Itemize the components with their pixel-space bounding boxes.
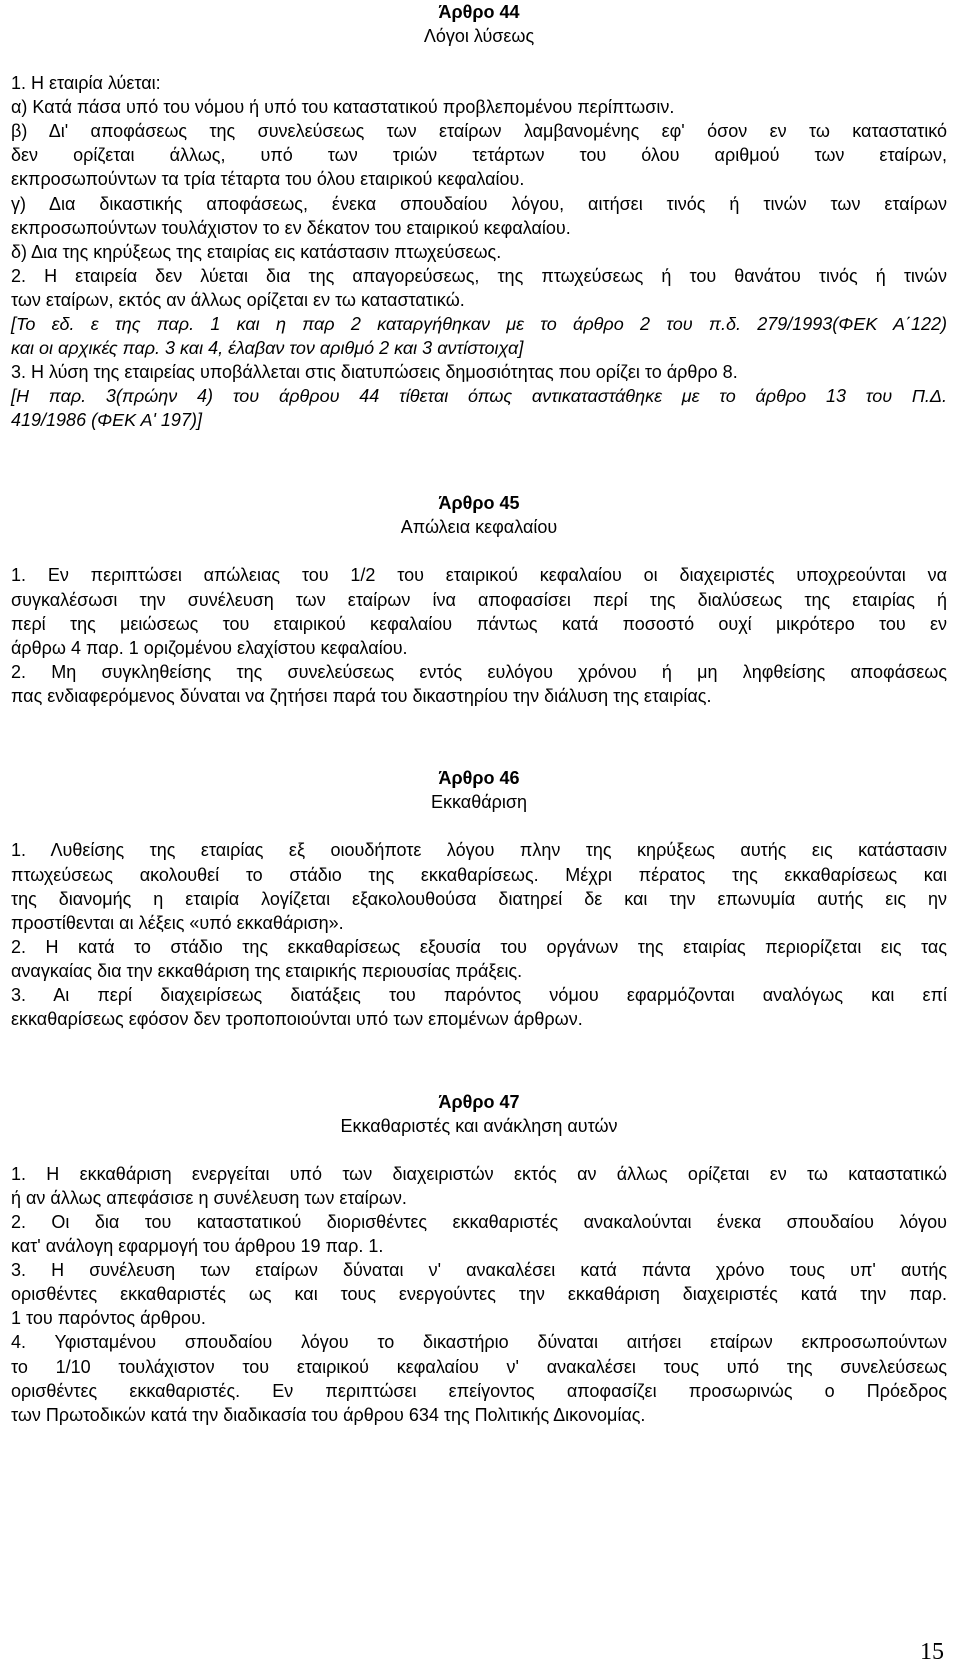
- article-44-line: α) Κατά πάσα υπό του νόμου ή υπό του καταστατικού προβλεπομένου περίπτωσιν.: [11, 97, 675, 117]
- article-44-amendment-note: [Η παρ. 3(πρώην 4) του άρθρου 44 τίθεται όπως αντικαταστάθηκε με το άρθρο 13 του Π.Δ.: [11, 386, 947, 406]
- article-45-line: 2. Μη συγκληθείσης της συνελεύσεως εντός ευλόγου χρόνου ή μη ληφθείσης αποφάσεως: [11, 662, 947, 682]
- article-44-line: εκπροσωπούντων τουλάχιστον το εν δέκατον του εταιρικού κεφαλαίου.: [11, 218, 571, 238]
- article-47-line: 1. Η εκκαθάριση ενεργείται υπό των διαχειριστών εκτός αν άλλως ορίζεται εν τω καταστατικώ: [11, 1164, 947, 1184]
- article-47-line: 3. Η συνέλευση των εταίρων δύναται ν' ανακαλέσει κατά πάντα χρόνο τους υπ' αυτής: [11, 1260, 947, 1280]
- article-44-amendment-note: και οι αρχικές παρ. 3 και 4, έλαβαν τον αριθμό 2 και 3 αντίστοιχα]: [11, 338, 524, 358]
- article-46-line: 1. Λυθείσης της εταιρίας εξ οιουδήποτε λόγου πλην της κηρύξεως αυτής εις κατάστασιν: [11, 840, 947, 860]
- article-46-line: 3. Αι περί διαχειρίσεως διατάξεις του παρόντος νόμου εφαρμόζονται αναλόγως και επί: [11, 985, 947, 1005]
- article-45-line: άρθρω 4 παρ. 1 οριζομένου ελαχίστου κεφαλαίου.: [11, 638, 408, 658]
- article-46-line: προστίθενται αι λέξεις «υπό εκκαθάριση».: [11, 913, 344, 933]
- page-number: 15: [920, 1639, 944, 1665]
- article-47-line: 2. Οι δια του καταστατικού διορισθέντες εκκαθαριστές ανακαλούνται ένεκα σπουδαίου λόγου: [11, 1212, 947, 1232]
- article-46-line: πτωχεύσεως ακολουθεί το στάδιο της εκκαθαρίσεως. Μέχρι πέρατος της εκκαθαρίσεως και: [11, 865, 947, 885]
- article-45-line: περί της μειώσεως του εταιρικού κεφαλαίου πάντως κατά ποσοστό ουχί μικρότερο του εν: [11, 614, 947, 634]
- article-47-line: το 1/10 τουλάχιστον του εταιρικού κεφαλαίου ν' ανακαλέσει τους υπό της συνελεύσεως: [11, 1357, 947, 1377]
- article-47-line: ή αν άλλως απεφάσισε η συνέλευση των εταίρων.: [11, 1188, 407, 1208]
- article-44-line: 2. Η εταιρεία δεν λύεται δια της απαγορεύσεως, της πτωχεύσεως ή του θανάτου τινός ή τινών: [11, 266, 947, 286]
- article-46-title: Εκκαθάριση: [431, 792, 527, 812]
- article-45-number: Άρθρο 45: [438, 493, 520, 513]
- article-44-line: γ) Δια δικαστικής αποφάσεως, ένεκα σπουδαίου λόγου, αιτήσει τινός ή τινών των εταίρων: [11, 194, 947, 214]
- article-45-line: συγκαλέσωσι την συνέλευση των εταίρων ίνα αποφασίσει περί της διαλύσεως της εταιρίας ή: [11, 590, 947, 610]
- article-44-amendment-note: [Το εδ. ε της παρ. 1 και η παρ 2 καταργήθηκαν με το άρθρο 2 του π.δ. 279/1993(ΦΕΚ Α΄122): [11, 314, 947, 334]
- article-46-line: 2. Η κατά το στάδιο της εκκαθαρίσεως εξουσία του οργάνων της εταιρίας περιορίζεται εις τας: [11, 937, 947, 957]
- article-46-number: Άρθρο 46: [438, 768, 520, 788]
- article-46-line: αναγκαίας δια την εκκαθάριση της εταιρικής περιουσίας πράξεις.: [11, 961, 523, 981]
- article-45-line: πας ενδιαφερόμενος δύναται να ζητήσει παρά του δικαστηρίου την διάλυση της εταιρίας.: [11, 686, 712, 706]
- article-44-line: β) Δι' αποφάσεως της συνελεύσεως των εταίρων λαμβανομένης εφ' όσον εν τω καταστατικό: [11, 121, 947, 141]
- article-47-number: Άρθρο 47: [438, 1092, 520, 1112]
- article-44-title: Λόγοι λύσεως: [423, 26, 535, 46]
- article-47-line: 1 του παρόντος άρθρου.: [11, 1308, 206, 1328]
- article-47-line: 4. Υφισταμένου σπουδαίου λόγου το δικαστήριο δύναται αιτήσει εταίρων εκπροσωπούντων: [11, 1332, 947, 1352]
- article-47-line: των Πρωτοδικών κατά την διαδικασία του άρθρου 634 της Πολιτικής Δικονομίας.: [11, 1405, 646, 1425]
- article-44-line: 3. Η λύση της εταιρείας υποβάλλεται στις διατυπώσεις δημοσιότητας που ορίζει το άρθρο 8.: [11, 362, 738, 382]
- article-47-line: κατ' ανάλογη εφαρμογή του άρθρου 19 παρ. 1.: [11, 1236, 384, 1256]
- article-46-line: εκκαθαρίσεως εφόσον δεν τροποποιούνται υπό των επομένων άρθρων.: [11, 1009, 583, 1029]
- article-44-line: δεν ορίζεται άλλως, υπό των τριών τετάρτων του όλου αριθμού των εταίρων,: [11, 145, 947, 165]
- article-44-number: Άρθρο 44: [438, 2, 520, 22]
- article-44-line: δ) Δια της κηρύξεως της εταιρίας εις κατάστασιν πτωχεύσεως.: [11, 242, 502, 262]
- article-47-line: ορισθέντες εκκαθαριστές ως και τους ενεργούντες την εκκαθάριση διαχειριστές κατά την παρ.: [11, 1284, 947, 1304]
- article-44-line: 1. Η εταιρία λύεται:: [11, 73, 161, 93]
- article-47-line: ορισθέντες εκκαθαριστές. Εν περιπτώσει επείγοντος αποφασίζει προσωρινώς ο Πρόεδρος: [11, 1381, 947, 1401]
- article-44-line: των εταίρων, εκτός αν άλλως ορίζεται εν τω καταστατικώ.: [11, 290, 465, 310]
- article-45-line: 1. Εν περιπτώσει απώλειας του 1/2 του εταιρικού κεφαλαίου οι διαχειριστές υποχρεούνται να: [11, 565, 947, 585]
- article-44-amendment-note: 419/1986 (ΦΕΚ Α' 197)]: [11, 410, 202, 430]
- article-46-line: της διανομής η εταιρία λογίζεται εξακολουθούσα διατηρεί δε και την επωνυμία αυτής εις ην: [11, 889, 947, 909]
- article-44-line: εκπροσωπούντων τα τρία τέταρτα του όλου εταιρικού κεφαλαίου.: [11, 169, 525, 189]
- article-47-title: Εκκαθαριστές και ανάκληση αυτών: [340, 1116, 618, 1136]
- article-45-title: Απώλεια κεφαλαίου: [400, 517, 558, 537]
